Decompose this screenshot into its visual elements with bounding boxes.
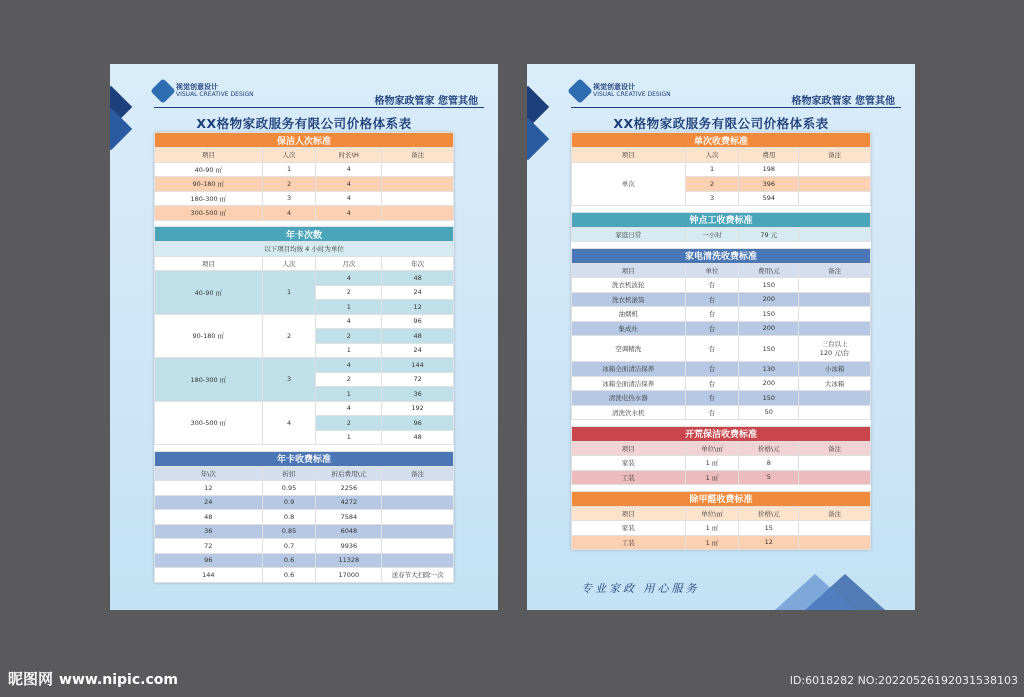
- table-row: 家庭日常 一小时 79 元: [572, 227, 871, 242]
- header-divider: [154, 107, 484, 108]
- table-row: 家装 1 ㎡ 15: [572, 521, 871, 536]
- section-title: 单次收费标准: [572, 133, 871, 148]
- table-header: 项目 人次 费用 备注: [572, 148, 871, 163]
- table-row: 40-90 ㎡ 1 4 48: [155, 271, 454, 286]
- logo-icon: [150, 78, 175, 103]
- table-row: 工装 1 ㎡ 12: [572, 535, 871, 550]
- footer-slogan: 专业家政 用心服务: [581, 582, 700, 595]
- table-row: 72 0.7 9936: [155, 539, 454, 554]
- brand-logo: [154, 82, 254, 100]
- cleaning-standard-table: [154, 132, 454, 226]
- table-row: 40-90 ㎡ 1 4: [155, 162, 454, 177]
- brand-logo: [571, 82, 671, 100]
- table-row: 油烟机 台 150: [572, 307, 871, 322]
- table-row: 清洗电热水器 台 150: [572, 391, 871, 406]
- table-row: 300-500 ㎡ 4 4: [155, 206, 454, 221]
- table-row: 3 594: [572, 191, 871, 206]
- site-watermark: 昵图网 www.nipic.com: [8, 670, 178, 688]
- formaldehyde-removal-table: [571, 491, 871, 551]
- table-row: 90-180 ㎡ 2 4 96: [155, 314, 454, 329]
- table-row: 300-500 ㎡ 4 4 192: [155, 401, 454, 416]
- right-sheet: [571, 132, 871, 550]
- table-row: 工装 1 ㎡ 5: [572, 470, 871, 485]
- document-title: XX格物家政服务有限公司价格体系表: [613, 116, 829, 131]
- table-header: 项目 单位\㎡ 价格\元 备注: [572, 506, 871, 521]
- section-note: 以下项目均按 4 小时为单位: [155, 242, 454, 257]
- table-row: 冰箱全面清洁保养 台 200 大冰箱: [572, 376, 871, 391]
- section-title: 年卡次数: [155, 227, 454, 242]
- price-sheet-right: [527, 64, 915, 610]
- table-row: 180-300 ㎡ 3 4: [155, 191, 454, 206]
- section-title: 家电清洗收费标准: [572, 248, 871, 263]
- table-row: 单次 1 198: [572, 162, 871, 177]
- section-title: 钟点工收费标准: [572, 212, 871, 227]
- table-row: 180-300 ㎡ 3 4 144: [155, 358, 454, 373]
- table-row: 集成灶 台 200: [572, 321, 871, 336]
- table-row: 洗衣机滚筒 台 200: [572, 292, 871, 307]
- section-title: 开荒保洁收费标准: [572, 426, 871, 441]
- table-row: 1 48: [155, 430, 454, 445]
- appliance-cleaning-table: [571, 248, 871, 426]
- brand-name: 视觉创意设计: [593, 83, 635, 91]
- table-row: 2 96: [155, 416, 454, 431]
- brand-sub: VISUAL CREATIVE DESIGN: [593, 91, 671, 98]
- header-slogan: 格物家政管家 您管其他: [791, 96, 895, 107]
- table-row: 1 36: [155, 387, 454, 402]
- table-row: 冰箱全面清洁保养 台 130 小冰箱: [572, 362, 871, 377]
- table-header: 项目 人次 月次 年次: [155, 256, 454, 271]
- left-sheet: [154, 132, 454, 583]
- table-row: 2 72: [155, 372, 454, 387]
- table-header: 项目 单位\㎡ 价格\元 备注: [572, 441, 871, 456]
- table-row: 2 48: [155, 329, 454, 344]
- hourly-fee-table: [571, 212, 871, 248]
- price-sheet-left: [110, 64, 498, 610]
- header-divider: [571, 107, 901, 108]
- table-row: 24 0.9 4272: [155, 495, 454, 510]
- single-fee-table: [571, 132, 871, 212]
- logo-icon: [567, 78, 592, 103]
- image-id: ID:6018282 NO:20220526192031538103: [789, 674, 1018, 687]
- table-row: 2 396: [572, 177, 871, 192]
- brand-sub: VISUAL CREATIVE DESIGN: [176, 91, 254, 98]
- table-row: 96 0.6 11328: [155, 553, 454, 568]
- table-row: 90-180 ㎡ 2 4: [155, 177, 454, 192]
- table-row: 48 0.8 7584: [155, 510, 454, 525]
- annual-card-count-table: [154, 226, 454, 451]
- table-header: 项目 单位 费用\元 备注: [572, 263, 871, 278]
- section-title: 年卡收费标准: [155, 451, 454, 466]
- table-row: 144 0.6 17000 送春节大扫除一次: [155, 568, 454, 583]
- table-row: 1 24: [155, 343, 454, 358]
- move-in-cleaning-table: [571, 426, 871, 491]
- table-row: 空调精洗 台 150 三台以上 120 元\台: [572, 336, 871, 362]
- table-row: 洗衣机波轮 台 150: [572, 278, 871, 293]
- section-title: 除甲醛收费标准: [572, 491, 871, 506]
- document-title: XX格物家政服务有限公司价格体系表: [196, 116, 412, 131]
- table-header: 年\次 折扣 折后费用\元 备注: [155, 466, 454, 481]
- table-row: 清洗饮水机 台 50: [572, 405, 871, 420]
- annual-card-fee-table: [154, 451, 454, 583]
- table-row: 2 24: [155, 285, 454, 300]
- table-row: 12 0.95 2256: [155, 481, 454, 496]
- table-row: 1 12: [155, 300, 454, 315]
- brand-name: 视觉创意设计: [176, 83, 218, 91]
- header-slogan: 格物家政管家 您管其他: [374, 96, 478, 107]
- section-title: 保洁人次标准: [155, 133, 454, 148]
- triangle-decoration: [775, 574, 855, 610]
- table-row: 家装 1 ㎡ 8: [572, 456, 871, 471]
- table-header: 项目 人次 时长\H 备注: [155, 148, 454, 163]
- table-row: 36 0.85 6048: [155, 524, 454, 539]
